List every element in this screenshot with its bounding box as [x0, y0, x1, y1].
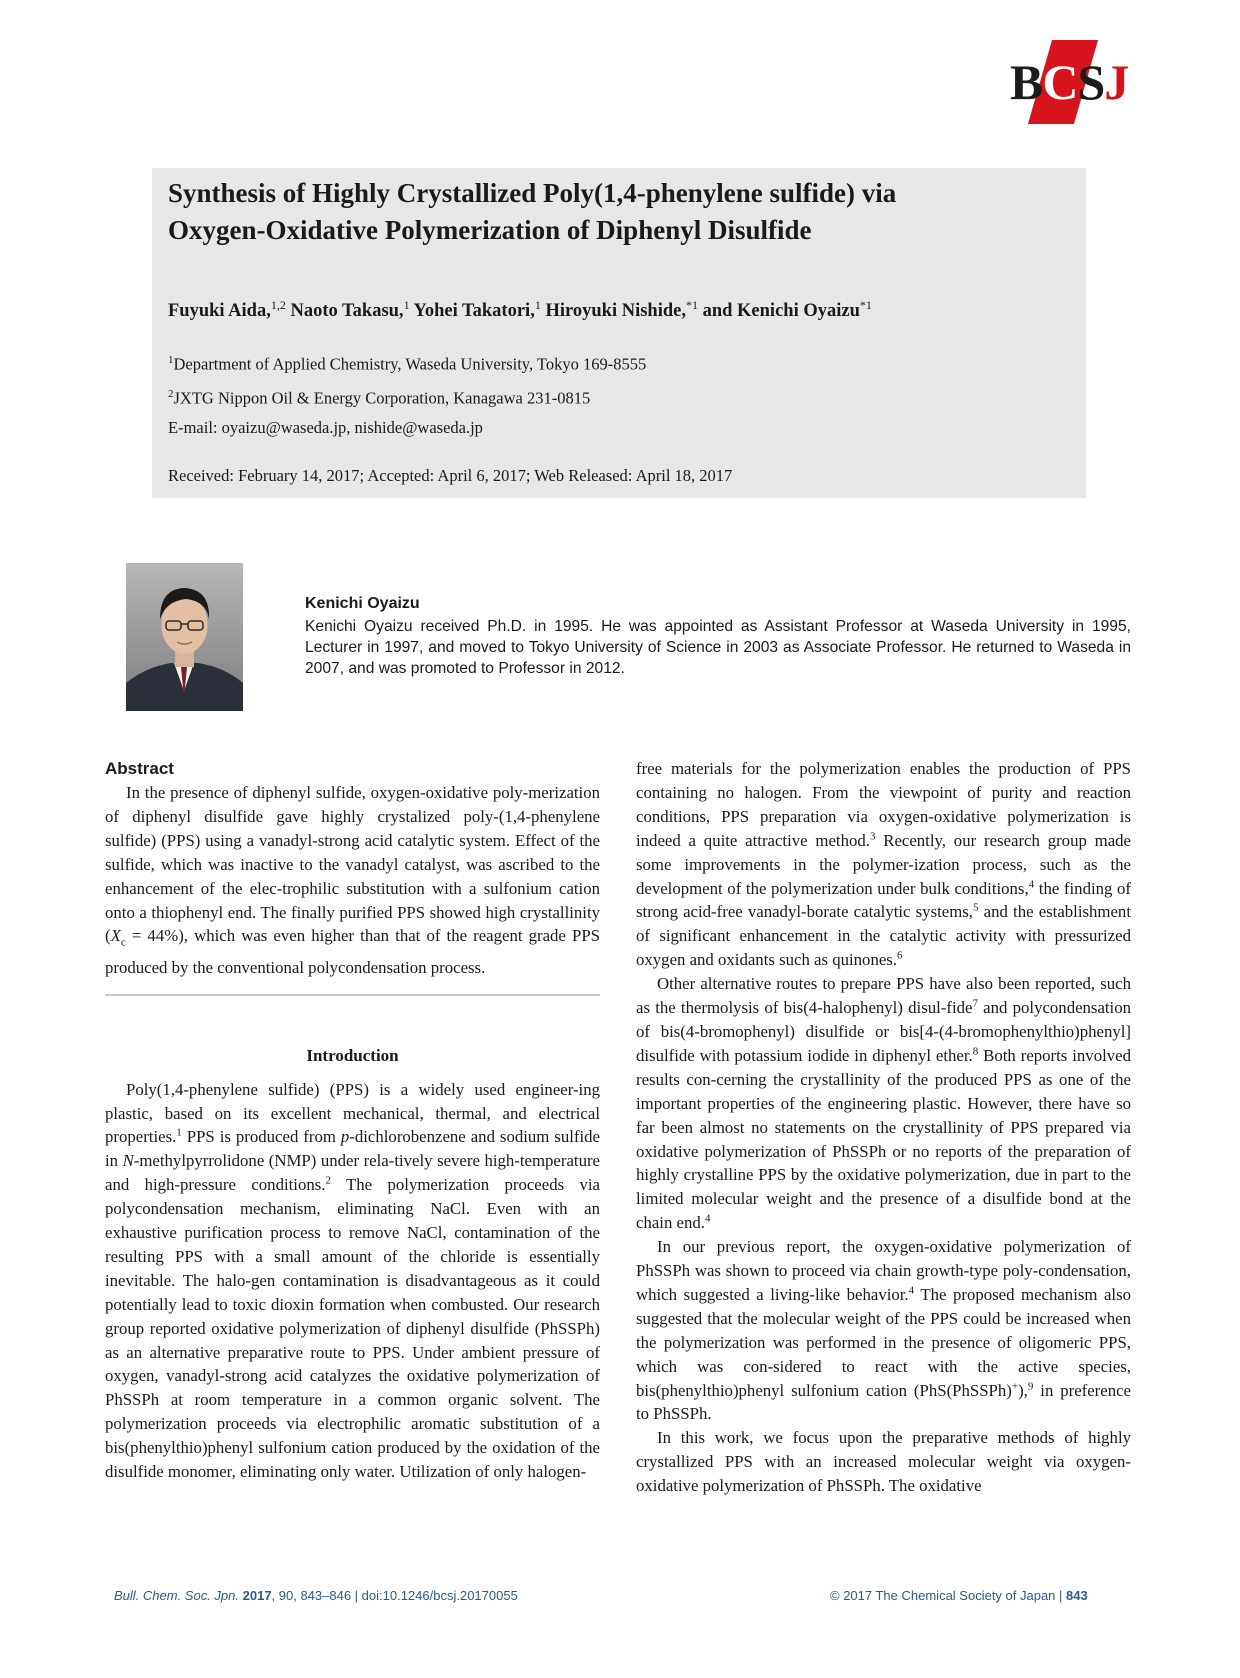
author-name: Yohei Takatori, [413, 301, 535, 322]
introduction-paragraph-1: Poly(1,4-phenylene sulfide) (PPS) is a widely used engineer-ing plastic, based on its excellent mechanical, thermal, and electrical properties.$^1$ PPS is produced from p-dichlorobenzene and sodium sulfide in N-methylpyrrolidone (NMP) under rela-tively severe high-temperature and high-pressure conditions.$^2$ The polymerization proceeds via polycondensation mechanism, eliminating NaCl. Even with an exhaustive purification process to remove NaCl, contamination of the resulting PPS with a small amount of the chloride is essentially inevitable. The halo-gen contamination is disadvantageous as it could potentially lead to toxic dioxin formation when combusted. Our research group reported oxidative polymerization of diphenyl disulfide (PhSSPh) as an alternative preparative route to PPS. Under ambient pressure of oxygen, vanadyl-strong acid catalyzes the oxidative polymerization of PhSSPh at room temperature in a common organic solvent. The polymerization proceeds via electrophilic aromatic substitution of a bis(phenylthio)phenyl sulfonium cation produced by the oxidation of the disulfide monomer, eliminating only water. Utilization of only halogen- [105, 1079, 600, 1482]
citation: 5 [973, 901, 979, 914]
left-column [105, 757, 600, 1484]
author-name: Naoto Takasu, [290, 301, 404, 322]
journal-logo [1010, 40, 1138, 124]
bio-text: Kenichi Oyaizu received Ph.D. in 1995. He was appointed as Assistant Professor at Waseda University in 1995, Lecturer in 1997, and moved to Tokyo University of Science in 2003 as Associate Professor. He returned to Waseda in 2007, and was promoted to Professor in 2012. [305, 618, 1131, 677]
author-name: Hiroyuki Nishide, [545, 301, 686, 322]
citation: 6 [897, 949, 903, 962]
affiliation-2: $^2$JXTG Nippon Oil & Energy Corporation, Kanagawa 231-0815 [168, 388, 591, 408]
citation: 9 [1027, 1379, 1034, 1392]
citation: 1 [176, 1126, 182, 1139]
article-title [168, 175, 1068, 249]
introduction-paragraph-3: In our previous report, the oxygen-oxidative polymerization of PhSSPh was shown to proceed via chain growth-type poly-condensation, which suggested a living-like behavior.$^4$ The proposed mechanism also suggested that the molecular weight of the PPS could be increased when the polymerization was performed in the presence of oligomeric PPS, which was con-sidered to react with the active species, bis(phenylthio)phenyl sulfonium cation (PhS(PhSSPh)+),$^9$ in preference to PhSSPh. [636, 1237, 1132, 1424]
author-name: and Kenichi Oyaizu [702, 301, 860, 322]
author-affil-sup: 1 [534, 298, 541, 312]
title-line-2: Oxygen-Oxidative Polymerization of Diphenyl Disulfide [168, 215, 812, 245]
introduction-paragraph-1-cont: free materials for the polymerization enables the production of PPS containing no halogen. From the viewpoint of purity and reaction conditions, PPS preparation via oxygen-oxidative polymerization is indeed a quite attractive method.$^3$ Recently, our research group made some improvements in the polymer-ization process, such as the development of the polymerization under bulk conditions,$^4$ the finding of strong acid-free vanadyl-borate catalytic systems,$^5$ and the establishment of significant enhancement in the catalytic activity with pressurized oxygen and oxidants such as quinones.$^6$ [636, 759, 1132, 970]
dates-line: Received: February 14, 2017; Accepted: April 6, 2017; Web Released: April 18, 2017 [168, 466, 733, 485]
logo-text: BCSJ [1010, 54, 1129, 110]
title-line-1: Synthesis of Highly Crystallized Poly(1,4-phenylene sulfide) via [168, 178, 897, 208]
introduction-paragraph-2: Other alternative routes to prepare PPS have also been reported, such as the thermolysis of bis(4-halophenyl) disul-fide$^7$ and polycondensation of bis(4-bromophenyl) disulfide or bis[4-(4-bromophenylthio)phenyl] disulfide with potassium iodide in diphenyl ether.$^8$ Both reports involved results con-cerning the crystallinity of the produced PPS as one of the important properties of the engineering plastic. However, there have so far been almost no statements on the crystallinity of PPS prepared via oxidative polymerization of PhSSPh or no reports of the preparation of highly crystalline PPS by the oxidative polymerization, due in part to the limited molecular weight and the presence of a disulfide bond at the chain end.$^4$ [636, 974, 1132, 1233]
right-column [636, 757, 1131, 1498]
bio-name: Kenichi Oyaizu [305, 595, 420, 612]
page-number: 843 [1066, 1588, 1088, 1603]
email-line[interactable]: E-mail: oyaizu@waseda.jp, nishide@waseda.jp [168, 418, 483, 437]
author-affil-sup: *1 [685, 298, 698, 312]
citation: 4 [908, 1284, 915, 1297]
author-affil-sup: 1 [403, 298, 410, 312]
author-list [168, 292, 1068, 324]
citation: 7 [972, 997, 978, 1010]
author-portrait-illustration [126, 563, 243, 711]
author-affil-sup: 1,2 [270, 298, 286, 312]
citation: 2 [325, 1174, 331, 1187]
introduction-paragraph-4: In this work, we focus upon the preparative methods of highly crystallized PPS with an increased molecular weight via oxygen-oxidative polymerization of PhSSPh. The oxidative [636, 1428, 1131, 1496]
introduction-heading: Introduction [306, 1045, 399, 1065]
affiliation-1: $^1$Department of Applied Chemistry, Waseda University, Tokyo 169-8555 [168, 354, 647, 374]
author-name: Fuyuki Aida, [168, 301, 271, 322]
citation: 4 [1028, 877, 1035, 890]
citation: 8 [972, 1045, 979, 1058]
author-photo [126, 563, 243, 711]
author-affil-sup: *1 [859, 298, 872, 312]
abstract-heading: Abstract [105, 759, 174, 778]
abstract-divider [105, 994, 600, 996]
citation: 4 [704, 1212, 711, 1225]
footer-citation: Bull. Chem. Soc. Jpn. 2017, 90, 843–846 | doi:10.1246/bcsj.20170055 [114, 1588, 518, 1603]
abstract-paragraph: In the presence of diphenyl sulfide, oxygen-oxidative poly-merization of diphenyl disulfide gave highly crystalized poly-(1,4-phenylene sulfide) (PPS) using a vanadyl-strong acid catalytic system. Effect of the sulfide, which was inactive to the vanadyl catalyst, was ascribed to the enhancement of the elec-trophilic substitution with a sulfonium cation onto a thiophenyl end. The finally purified PPS showed high crystallinity $(X_c = 44\%)$, which was even higher than that of the reagent grade PPS produced by the conventional polycondensation process. [105, 783, 600, 977]
footer-copyright: © 2017 The Chemical Society of Japan | 843 [830, 1588, 1088, 1603]
citation: 3 [869, 830, 876, 843]
